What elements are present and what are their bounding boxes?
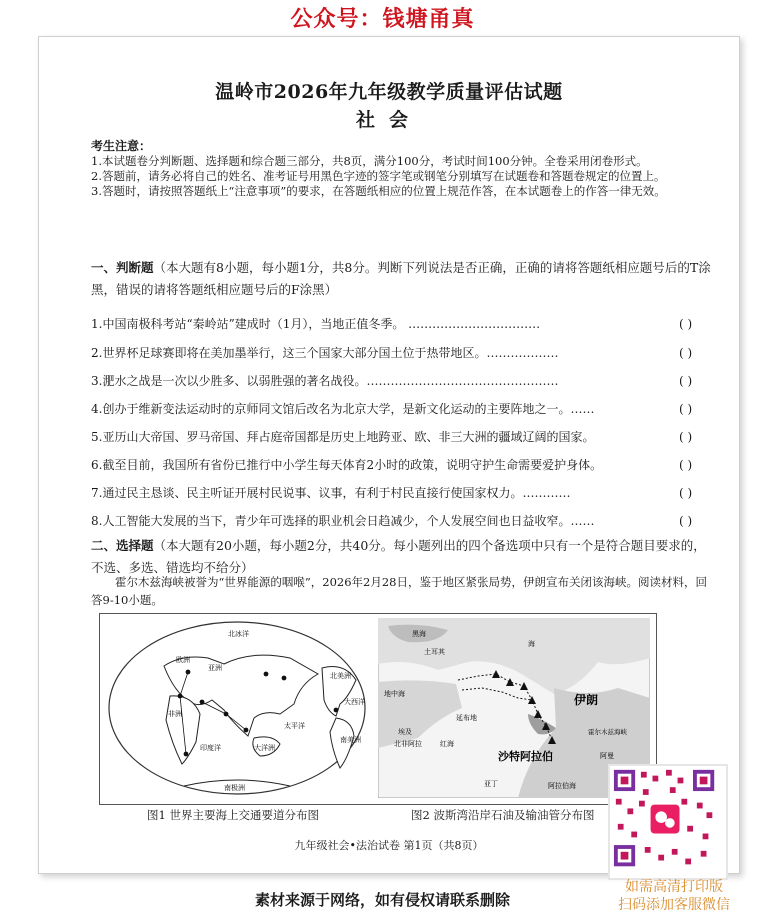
- map-label-indian: 印度洋: [200, 744, 221, 752]
- section1-heading: 一、判断题: [91, 260, 154, 275]
- section2-desc: （本大题有20小题，每小题2分，共40分。每小题列出的四个备选项中只有一个是符合题目要求的，不选、多选、错选均不给分）: [91, 538, 706, 575]
- qr-code-icon: [610, 766, 722, 874]
- map-label-pacific: 太平洋: [284, 722, 305, 730]
- map2-label-turkey: 土耳其: [424, 648, 445, 656]
- exam-page: [38, 36, 740, 874]
- judge-question-3: [91, 371, 721, 391]
- map2-label-aden: 亚丁: [484, 780, 498, 788]
- qr-note-line1: 如需高清打印版: [625, 879, 723, 895]
- notice-item: 3.答题时，请按照答题纸上“注意事项”的要求，在答题纸相应的位置上规范作答，在本试题卷上的作答一律无效。: [91, 184, 666, 198]
- map2-label-oman: 阿曼: [600, 752, 614, 760]
- map2-label-med: 地中海: [384, 690, 405, 698]
- map2-label-arabian-sea: 阿拉伯海: [548, 782, 576, 790]
- exam-notice: [91, 139, 711, 199]
- judge-question-7: [91, 483, 721, 503]
- answer-paren: ( ): [679, 458, 693, 472]
- map2-label-caspian: 海: [528, 640, 535, 648]
- answer-paren: ( ): [679, 346, 693, 360]
- copyright-note: 素材来源于网络，如有侵权请联系删除: [254, 891, 510, 909]
- question-text: 4.创办于维新变法运动时的京师同文馆后改名为北京大学，是新文化运动的主要阵地之一。……: [91, 402, 595, 416]
- notice-heading: 考生注意：: [91, 139, 152, 153]
- question-text: 6.截至目前，我国所有省份已推行中小学生每天体育2小时的政策，说明守护生命需要爱护身体。: [91, 458, 603, 472]
- map-figures: [99, 613, 657, 805]
- map1-caption: 图1 世界主要海上交通要道分布图: [147, 808, 319, 822]
- map2-label-oilfield: 延布地: [456, 714, 477, 722]
- judge-question-8: [91, 511, 721, 531]
- question-text: 3.淝水之战是一次以少胜多、以弱胜强的著名战役。…………………………………………: [91, 374, 559, 388]
- map-label-asia: 亚洲: [208, 664, 222, 672]
- map-label-arctic: 北冰洋: [228, 630, 249, 638]
- map2-label-saudi: 沙特阿拉伯: [498, 750, 553, 763]
- answer-paren: ( ): [679, 514, 693, 528]
- map2-label-black-sea: 黑海: [412, 630, 426, 638]
- exam-title: 温岭市2026年九年级教学质量评估试题: [215, 81, 563, 103]
- section1-header: [91, 257, 711, 301]
- qr-note-line2: 扫码添加客服微信: [618, 897, 730, 913]
- watermark-title: 公众号：钱塘甬真: [290, 7, 475, 32]
- map-label-oceania: 大洋洲: [254, 744, 275, 752]
- map2-label-egypt: 埃及: [398, 728, 412, 736]
- answer-paren: ( ): [679, 430, 693, 444]
- judge-question-2: [91, 343, 721, 363]
- question-text: 7.通过民主恳谈、民主听证开展村民说事、议事，有利于村民直接行使国家权力。…………: [91, 486, 571, 500]
- map-label-north-america: 北美洲: [330, 672, 351, 680]
- map2-caption: 图2 波斯湾沿岸石油及输油管分布图: [411, 808, 595, 822]
- map-label-atlantic: 大西洋: [344, 698, 365, 706]
- judge-question-1: [91, 314, 721, 334]
- question-text: 1.中国南极科考站“秦岭站”建成时（1月），当地正值冬季。 ……………………………: [91, 317, 541, 331]
- section2-heading: 二、选择题: [91, 538, 154, 553]
- qr-note: [584, 878, 764, 914]
- question-text: 5.亚历山大帝国、罗马帝国、拜占庭帝国都是历史上地跨亚、欧、非三大洲的疆域辽阔的国家。: [91, 430, 595, 444]
- answer-paren: ( ): [679, 374, 693, 388]
- notice-item: 1.本试题卷分判断题、选择题和综合题三部分，共8页，满分100分，考试时间100分钟。全卷采用闭卷形式。: [91, 154, 648, 168]
- section1-desc: （本大题有8小题，每小题1分，共8分。判断下列说法是否正确，正确的请将答题纸相应题号后的T涂黑，错误的请将答题纸相应题号后的F涂黑）: [91, 260, 711, 297]
- map-label-africa: 非洲: [168, 710, 182, 718]
- map-label-antarctica: 南极洲: [224, 784, 245, 792]
- answer-paren: ( ): [679, 486, 693, 500]
- answer-paren: ( ): [679, 317, 693, 331]
- map-label-europe: 欧洲: [176, 656, 190, 664]
- qr-code[interactable]: [608, 764, 728, 880]
- notice-item: 2.答题前，请务必将自己的姓名、准考证号用黑色字迹的签字笔或钢笔分别填写在试题卷和答题卷规定的位置上。: [91, 169, 666, 183]
- map-label-south-america: 南美洲: [340, 736, 361, 744]
- judge-question-4: [91, 399, 721, 419]
- page-footer: 九年级社会•法治试卷 第1页（共8页）: [294, 839, 484, 852]
- answer-paren: ( ): [679, 402, 693, 416]
- judge-question-5: [91, 427, 721, 447]
- judge-question-6: [91, 455, 721, 475]
- map2-label-iran: 伊朗: [574, 693, 599, 707]
- question-text: 2.世界杯足球赛即将在美加墨举行，这三个国家大部分国土位于热带地区。………………: [91, 346, 559, 360]
- map2-label-north-africa: 北非阿拉: [394, 740, 422, 748]
- question-text: 8.人工智能大发展的当下，青少年可选择的职业机会日趋减少，个人发展空间也日益收窄。……: [91, 514, 595, 528]
- world-sea-routes-map: [104, 618, 370, 798]
- map2-label-red-sea: 红海: [440, 740, 454, 748]
- material-intro: 霍尔木兹海峡被誉为“世界能源的咽喉”，2026年2月28日，鉴于地区紧张局势，伊朗宣布关闭该海峡。阅读材料，回答9-10小题。: [91, 575, 707, 607]
- exam-subject: 社会: [355, 109, 422, 131]
- map2-label-hormuz: 霍尔木兹海峡: [588, 728, 627, 736]
